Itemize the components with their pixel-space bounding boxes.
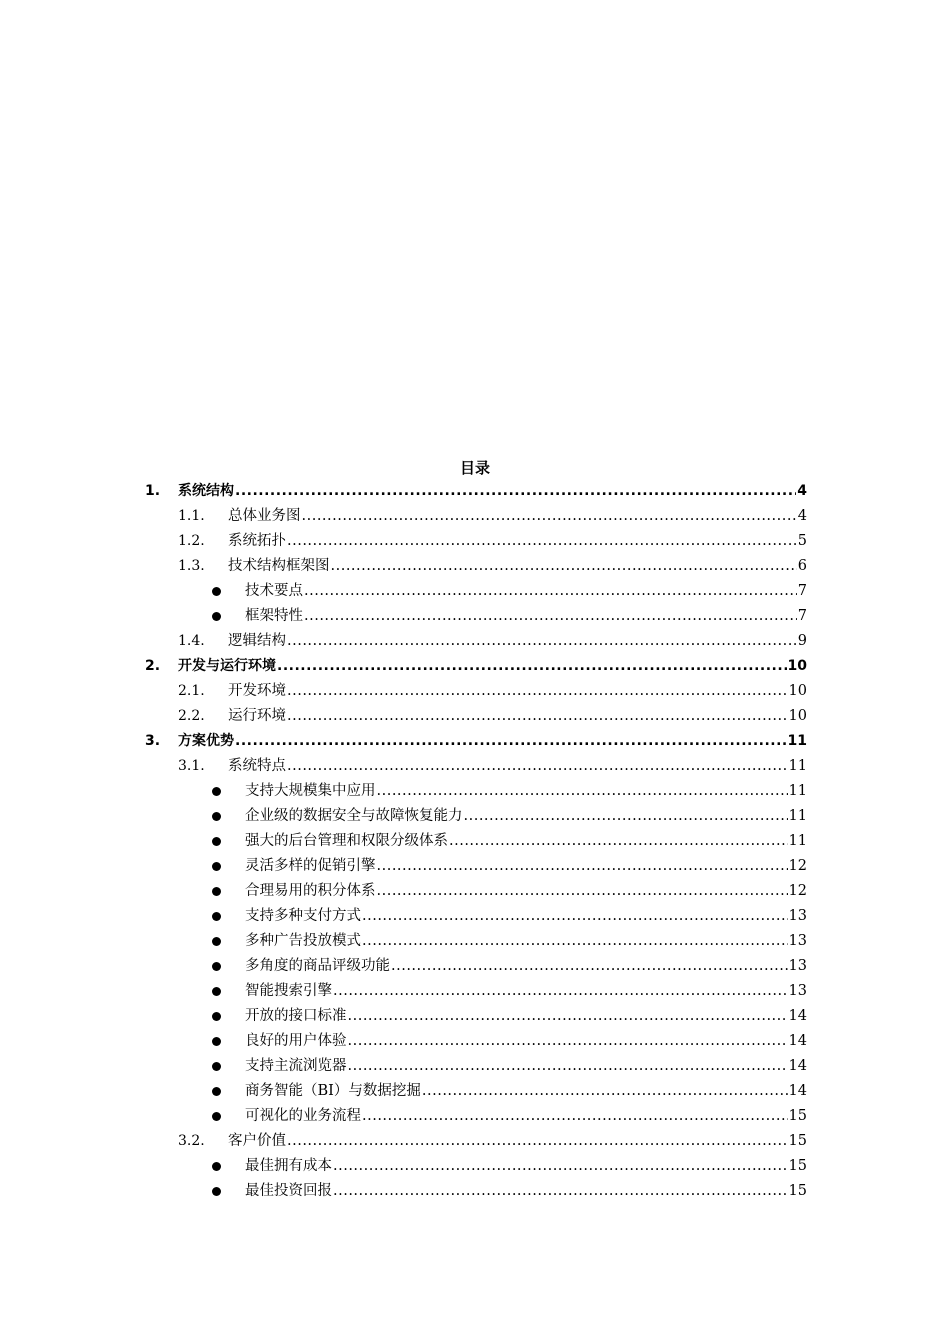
toc-entry-number: 2.2. bbox=[178, 708, 205, 724]
toc-entry-body bbox=[245, 879, 807, 904]
toc-entry-page-number: 7 bbox=[797, 583, 807, 599]
toc-entry-page-number: 15 bbox=[788, 1158, 807, 1174]
toc-entry[interactable] bbox=[145, 629, 807, 654]
dot-leader bbox=[449, 829, 788, 854]
toc-entry-body bbox=[245, 854, 807, 879]
toc-entry-page-number: 11 bbox=[788, 833, 807, 849]
toc-entry-body bbox=[228, 554, 807, 579]
toc-entry-label: 技术要点 bbox=[245, 583, 303, 599]
toc-entry-label: 合理易用的积分体系 bbox=[245, 883, 376, 899]
toc-entry-label: 企业级的数据安全与故障恢复能力 bbox=[245, 808, 463, 824]
dot-leader bbox=[277, 654, 787, 679]
toc-entry-number: 2. bbox=[145, 658, 161, 674]
toc-entry[interactable] bbox=[145, 1154, 807, 1179]
toc-entry-label: 智能搜索引擎 bbox=[245, 983, 332, 999]
dot-leader bbox=[422, 1079, 788, 1104]
toc-entry-label: 商务智能（BI）与数据挖掘 bbox=[245, 1083, 421, 1099]
toc-entry-page-number: 15 bbox=[788, 1108, 807, 1124]
toc-entry-body bbox=[245, 1104, 807, 1129]
dot-leader bbox=[287, 629, 797, 654]
toc-entry[interactable] bbox=[145, 504, 807, 529]
toc-entry-body bbox=[245, 779, 807, 804]
toc-entry-body bbox=[228, 754, 807, 779]
dot-leader bbox=[331, 554, 797, 579]
toc-entry-label: 框架特性 bbox=[245, 608, 303, 624]
toc-entry-number: 1.3. bbox=[178, 558, 205, 574]
toc-entry-body bbox=[245, 1054, 807, 1079]
toc-entry[interactable] bbox=[145, 1004, 807, 1029]
dot-leader bbox=[348, 1004, 788, 1029]
dot-leader bbox=[235, 729, 787, 754]
dot-leader bbox=[362, 1104, 788, 1129]
toc-entry-body bbox=[228, 704, 807, 729]
toc-entry-page-number: 4 bbox=[797, 508, 807, 524]
toc-entry[interactable] bbox=[145, 729, 807, 754]
dot-leader bbox=[348, 1029, 788, 1054]
toc-entry-body bbox=[245, 604, 807, 629]
toc-entry-body bbox=[178, 729, 807, 754]
dot-leader bbox=[333, 979, 788, 1004]
bullet-icon bbox=[212, 837, 221, 846]
toc-entry-body bbox=[228, 504, 807, 529]
toc-entry-page-number: 11 bbox=[788, 783, 807, 799]
toc-entry-page-number: 15 bbox=[788, 1183, 807, 1199]
dot-leader bbox=[362, 929, 788, 954]
toc-entry-label: 强大的后台管理和权限分级体系 bbox=[245, 833, 448, 849]
dot-leader bbox=[333, 1179, 788, 1204]
toc-entry-label: 多角度的商品评级功能 bbox=[245, 958, 390, 974]
toc-entry-label: 逻辑结构 bbox=[228, 633, 286, 649]
toc-entry-label: 运行环境 bbox=[228, 708, 286, 724]
dot-leader bbox=[333, 1154, 788, 1179]
toc-entry-number: 1.1. bbox=[178, 508, 205, 524]
toc-entry-body bbox=[245, 1004, 807, 1029]
toc-entry-label: 开发环境 bbox=[228, 683, 286, 699]
toc-entry-page-number: 7 bbox=[797, 608, 807, 624]
toc-entry-page-number: 14 bbox=[788, 1058, 807, 1074]
toc-entry-body bbox=[178, 479, 807, 504]
dot-leader bbox=[391, 954, 788, 979]
toc-entry-page-number: 14 bbox=[788, 1033, 807, 1049]
toc-entry[interactable] bbox=[145, 979, 807, 1004]
toc-entry-page-number: 13 bbox=[788, 908, 807, 924]
toc-entry-label: 支持多种支付方式 bbox=[245, 908, 361, 924]
toc-entry[interactable] bbox=[145, 1129, 807, 1154]
toc-entry-body bbox=[245, 804, 807, 829]
toc-entry-body bbox=[245, 1154, 807, 1179]
table-of-contents bbox=[145, 479, 807, 1204]
bullet-icon bbox=[212, 962, 221, 971]
toc-entry-label: 支持主流浏览器 bbox=[245, 1058, 347, 1074]
dot-leader bbox=[464, 804, 788, 829]
toc-entry-body bbox=[228, 1129, 807, 1154]
bullet-icon bbox=[212, 937, 221, 946]
toc-entry-body bbox=[245, 904, 807, 929]
toc-entry[interactable] bbox=[145, 854, 807, 879]
toc-entry-page-number: 9 bbox=[797, 633, 807, 649]
toc-entry-body bbox=[228, 679, 807, 704]
toc-entry-page-number: 10 bbox=[787, 658, 807, 674]
toc-entry-body bbox=[245, 1079, 807, 1104]
toc-entry[interactable] bbox=[145, 1029, 807, 1054]
toc-entry-label: 开发与运行环境 bbox=[178, 658, 276, 674]
dot-leader bbox=[235, 479, 796, 504]
dot-leader bbox=[287, 754, 788, 779]
toc-entry-page-number: 13 bbox=[788, 958, 807, 974]
toc-entry[interactable] bbox=[145, 879, 807, 904]
toc-entry-label: 灵活多样的促销引擎 bbox=[245, 858, 376, 874]
toc-entry-body bbox=[228, 629, 807, 654]
dot-leader bbox=[348, 1054, 788, 1079]
dot-leader bbox=[362, 904, 788, 929]
bullet-icon bbox=[212, 1062, 221, 1071]
bullet-icon bbox=[212, 1087, 221, 1096]
toc-entry-page-number: 14 bbox=[788, 1083, 807, 1099]
toc-title: 目录 bbox=[459, 459, 490, 477]
toc-entry-page-number: 4 bbox=[797, 483, 807, 499]
toc-entry-body bbox=[228, 529, 807, 554]
toc-entry[interactable] bbox=[145, 704, 807, 729]
toc-entry[interactable] bbox=[145, 929, 807, 954]
bullet-icon bbox=[212, 987, 221, 996]
toc-entry[interactable] bbox=[145, 554, 807, 579]
toc-entry-number: 3. bbox=[145, 733, 161, 749]
bullet-icon bbox=[212, 1187, 221, 1196]
toc-entry-page-number: 15 bbox=[788, 1133, 807, 1149]
bullet-icon bbox=[212, 912, 221, 921]
toc-entry-page-number: 12 bbox=[788, 883, 807, 899]
toc-entry-page-number: 10 bbox=[788, 708, 807, 724]
bullet-icon bbox=[212, 862, 221, 871]
toc-entry[interactable] bbox=[145, 604, 807, 629]
toc-entry-label: 总体业务图 bbox=[228, 508, 301, 524]
toc-entry[interactable] bbox=[145, 829, 807, 854]
toc-entry-page-number: 11 bbox=[788, 758, 807, 774]
toc-entry-label: 多种广告投放模式 bbox=[245, 933, 361, 949]
toc-entry-page-number: 12 bbox=[788, 858, 807, 874]
toc-entry-label: 系统特点 bbox=[228, 758, 286, 774]
bullet-icon bbox=[212, 587, 221, 596]
toc-entry-page-number: 13 bbox=[788, 983, 807, 999]
dot-leader bbox=[377, 854, 788, 879]
toc-entry-label: 客户价值 bbox=[228, 1133, 286, 1149]
toc-entry[interactable] bbox=[145, 754, 807, 779]
bullet-icon bbox=[212, 1162, 221, 1171]
bullet-icon bbox=[212, 612, 221, 621]
dot-leader bbox=[304, 579, 797, 604]
bullet-icon bbox=[212, 1037, 221, 1046]
toc-entry-number: 2.1. bbox=[178, 683, 205, 699]
dot-leader bbox=[302, 504, 797, 529]
toc-entry[interactable] bbox=[145, 1079, 807, 1104]
dot-leader bbox=[287, 679, 788, 704]
toc-entry[interactable] bbox=[145, 1104, 807, 1129]
toc-entry-label: 技术结构框架图 bbox=[228, 558, 330, 574]
toc-entry[interactable] bbox=[145, 654, 807, 679]
toc-entry-label: 系统拓扑 bbox=[228, 533, 286, 549]
dot-leader bbox=[287, 1129, 788, 1154]
toc-entry-label: 最佳投资回报 bbox=[245, 1183, 332, 1199]
toc-entry-page-number: 13 bbox=[788, 933, 807, 949]
toc-entry-page-number: 11 bbox=[787, 733, 807, 749]
toc-entry-label: 可视化的业务流程 bbox=[245, 1108, 361, 1124]
toc-entry-page-number: 14 bbox=[788, 1008, 807, 1024]
dot-leader bbox=[377, 779, 788, 804]
bullet-icon bbox=[212, 887, 221, 896]
toc-entry[interactable] bbox=[145, 579, 807, 604]
dot-leader bbox=[287, 704, 788, 729]
toc-entry-label: 开放的接口标准 bbox=[245, 1008, 347, 1024]
bullet-icon bbox=[212, 1012, 221, 1021]
toc-entry-body bbox=[245, 1029, 807, 1054]
toc-entry-body bbox=[245, 929, 807, 954]
toc-entry-number: 1.4. bbox=[178, 633, 205, 649]
toc-entry-page-number: 5 bbox=[797, 533, 807, 549]
dot-leader bbox=[377, 879, 788, 904]
toc-entry-label: 支持大规模集中应用 bbox=[245, 783, 376, 799]
toc-entry-label: 最佳拥有成本 bbox=[245, 1158, 332, 1174]
toc-entry-number: 3.2. bbox=[178, 1133, 205, 1149]
toc-entry-number: 1. bbox=[145, 483, 161, 499]
bullet-icon bbox=[212, 1112, 221, 1121]
toc-entry-number: 1.2. bbox=[178, 533, 205, 549]
bullet-icon bbox=[212, 812, 221, 821]
toc-entry[interactable] bbox=[145, 904, 807, 929]
toc-entry-page-number: 6 bbox=[797, 558, 807, 574]
toc-entry-label: 系统结构 bbox=[178, 483, 234, 499]
toc-entry-page-number: 10 bbox=[788, 683, 807, 699]
toc-entry-body bbox=[245, 829, 807, 854]
toc-entry[interactable] bbox=[145, 1179, 807, 1204]
toc-entry-page-number: 11 bbox=[788, 808, 807, 824]
dot-leader bbox=[304, 604, 797, 629]
toc-entry[interactable] bbox=[145, 1054, 807, 1079]
toc-entry-body bbox=[178, 654, 807, 679]
toc-entry[interactable] bbox=[145, 529, 807, 554]
bullet-icon bbox=[212, 787, 221, 796]
toc-entry-number: 3.1. bbox=[178, 758, 205, 774]
toc-entry-body bbox=[245, 1179, 807, 1204]
toc-entry[interactable] bbox=[145, 679, 807, 704]
toc-entry-body bbox=[245, 979, 807, 1004]
toc-entry[interactable] bbox=[145, 954, 807, 979]
toc-entry-label: 良好的用户体验 bbox=[245, 1033, 347, 1049]
toc-entry-label: 方案优势 bbox=[178, 733, 234, 749]
toc-entry-body bbox=[245, 954, 807, 979]
dot-leader bbox=[287, 529, 797, 554]
toc-entry[interactable] bbox=[145, 779, 807, 804]
toc-entry[interactable] bbox=[145, 479, 807, 504]
toc-entry[interactable] bbox=[145, 804, 807, 829]
toc-entry-body bbox=[245, 579, 807, 604]
